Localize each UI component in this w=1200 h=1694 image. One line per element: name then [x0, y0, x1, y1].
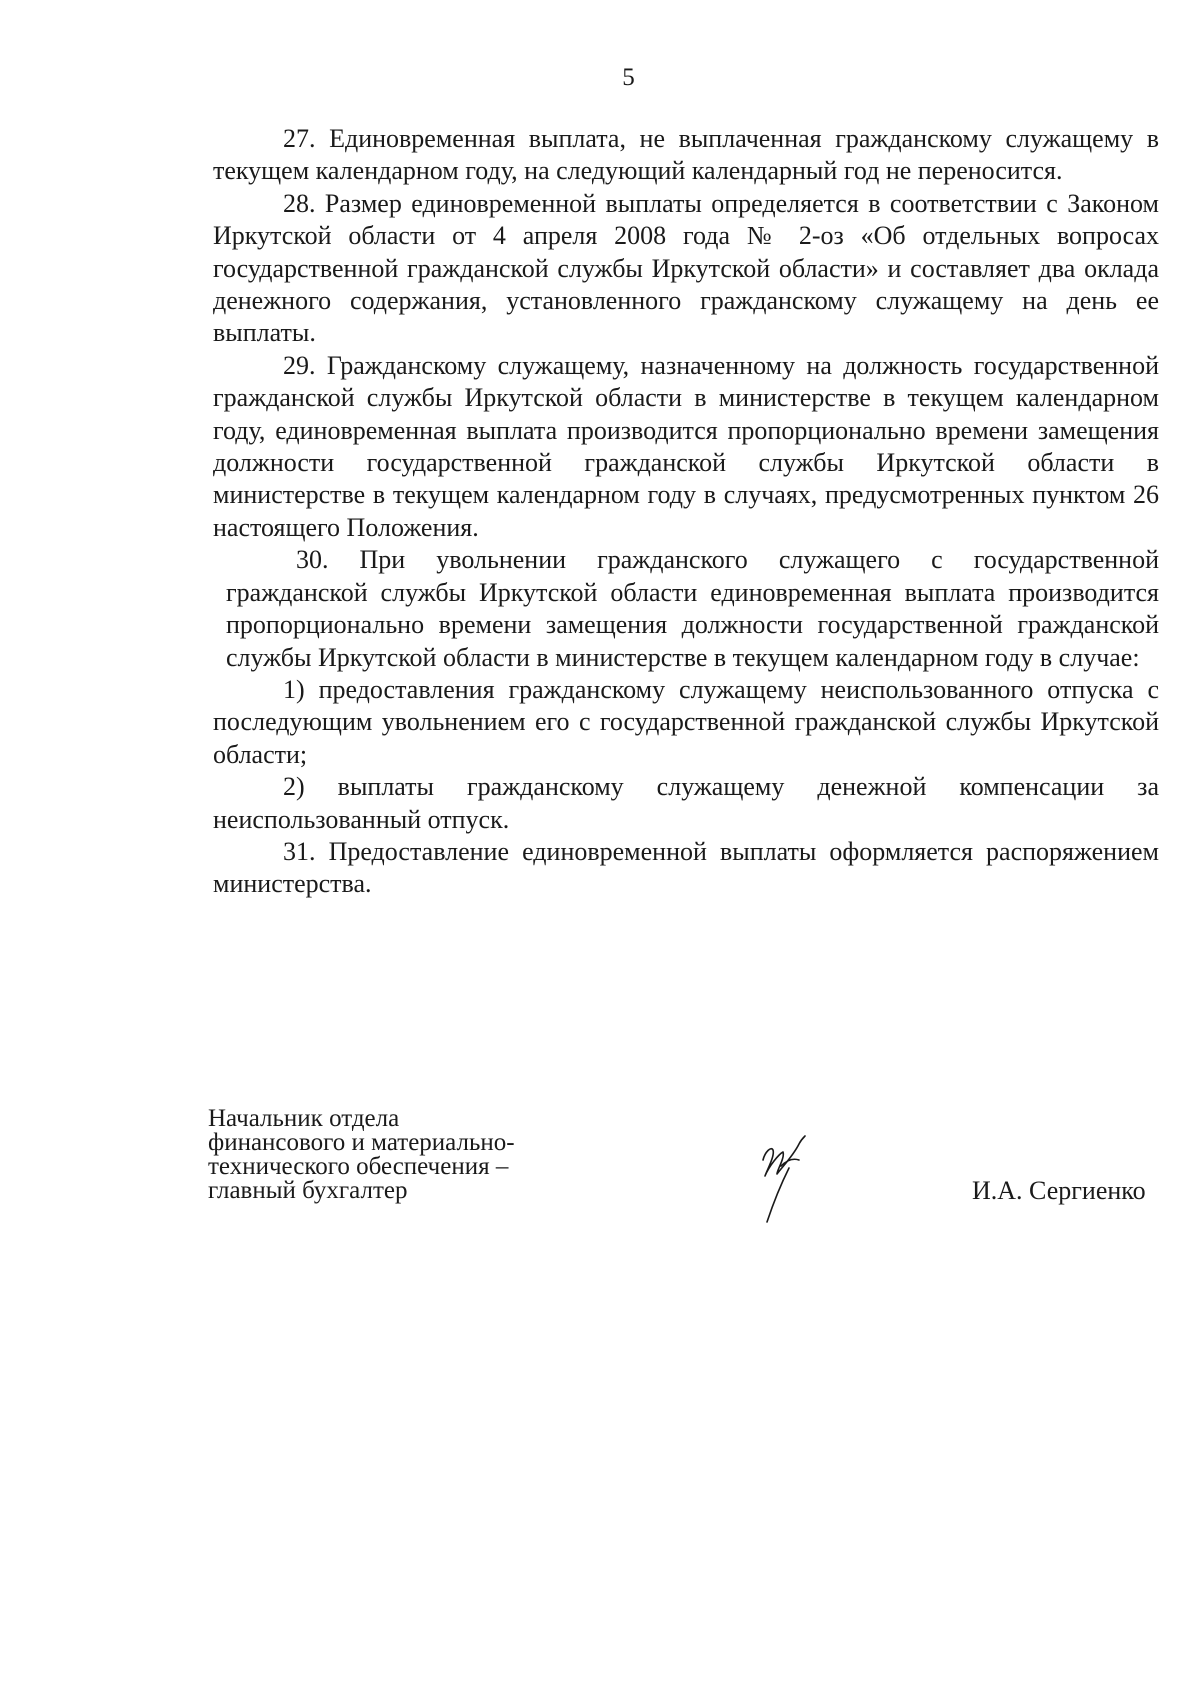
signer-position-line: технического обеспечения –	[208, 1153, 509, 1180]
signer-position-line: Начальник отдела	[208, 1105, 400, 1132]
paragraph-27: 27. Единовременная выплата, не выплаченная гражданскому служащему в текущем календарном году, на следующий календарный год не переносится.	[213, 124, 1159, 186]
page-number: 5	[622, 64, 635, 91]
signer-name: И.А. Сергиенко	[972, 1176, 1146, 1205]
paragraph-29: 29. Гражданскому служащему, назначенному на должность государственной гражданской службы Иркутской области в министерстве в текущем календарном году, единовременная выплата производится пропорционально времени замещения должности государственной гражданской службы Иркутской области в министерстве в текущем календарном году в случаях, предусмотренных пунктом 26 настоящего Положения.	[213, 350, 1159, 542]
handwritten-signature	[753, 1130, 833, 1230]
signer-position-line: финансового и материально-	[208, 1129, 515, 1156]
paragraph-28: 28. Размер единовременной выплаты определяется в соответствии с Законом Иркутской области от 4 апреля 2008 года № 2-оз «Об отдельных вопросах государственной гражданской службы Иркутской области» и составляет два оклада денежного содержания, установленного гражданскому служащему на день ее выплаты.	[213, 188, 1159, 348]
paragraph-30: 30. При увольнении гражданского служащего с государственной гражданской службы Иркутской области единовременная выплата производится пропорционально времени замещения должности государственной гражданской службы Иркутской области в министерстве в текущем календарном году в случае:	[226, 545, 1159, 672]
paragraph-30-item-1: 1) предоставления гражданскому служащему неиспользованного отпуска с последующим увольнением его с государственной гражданской службы Иркутской области;	[213, 674, 1159, 769]
signer-position-line: главный бухгалтер	[208, 1177, 408, 1204]
paragraph-30-item-2: 2) выплаты гражданскому служащему денежной компенсации за неиспользованный отпуск.	[213, 772, 1159, 834]
document-body	[213, 123, 1159, 901]
paragraph-31: 31. Предоставление единовременной выплаты оформляется распоряжением министерства.	[213, 836, 1159, 899]
signer-position	[208, 1107, 515, 1203]
